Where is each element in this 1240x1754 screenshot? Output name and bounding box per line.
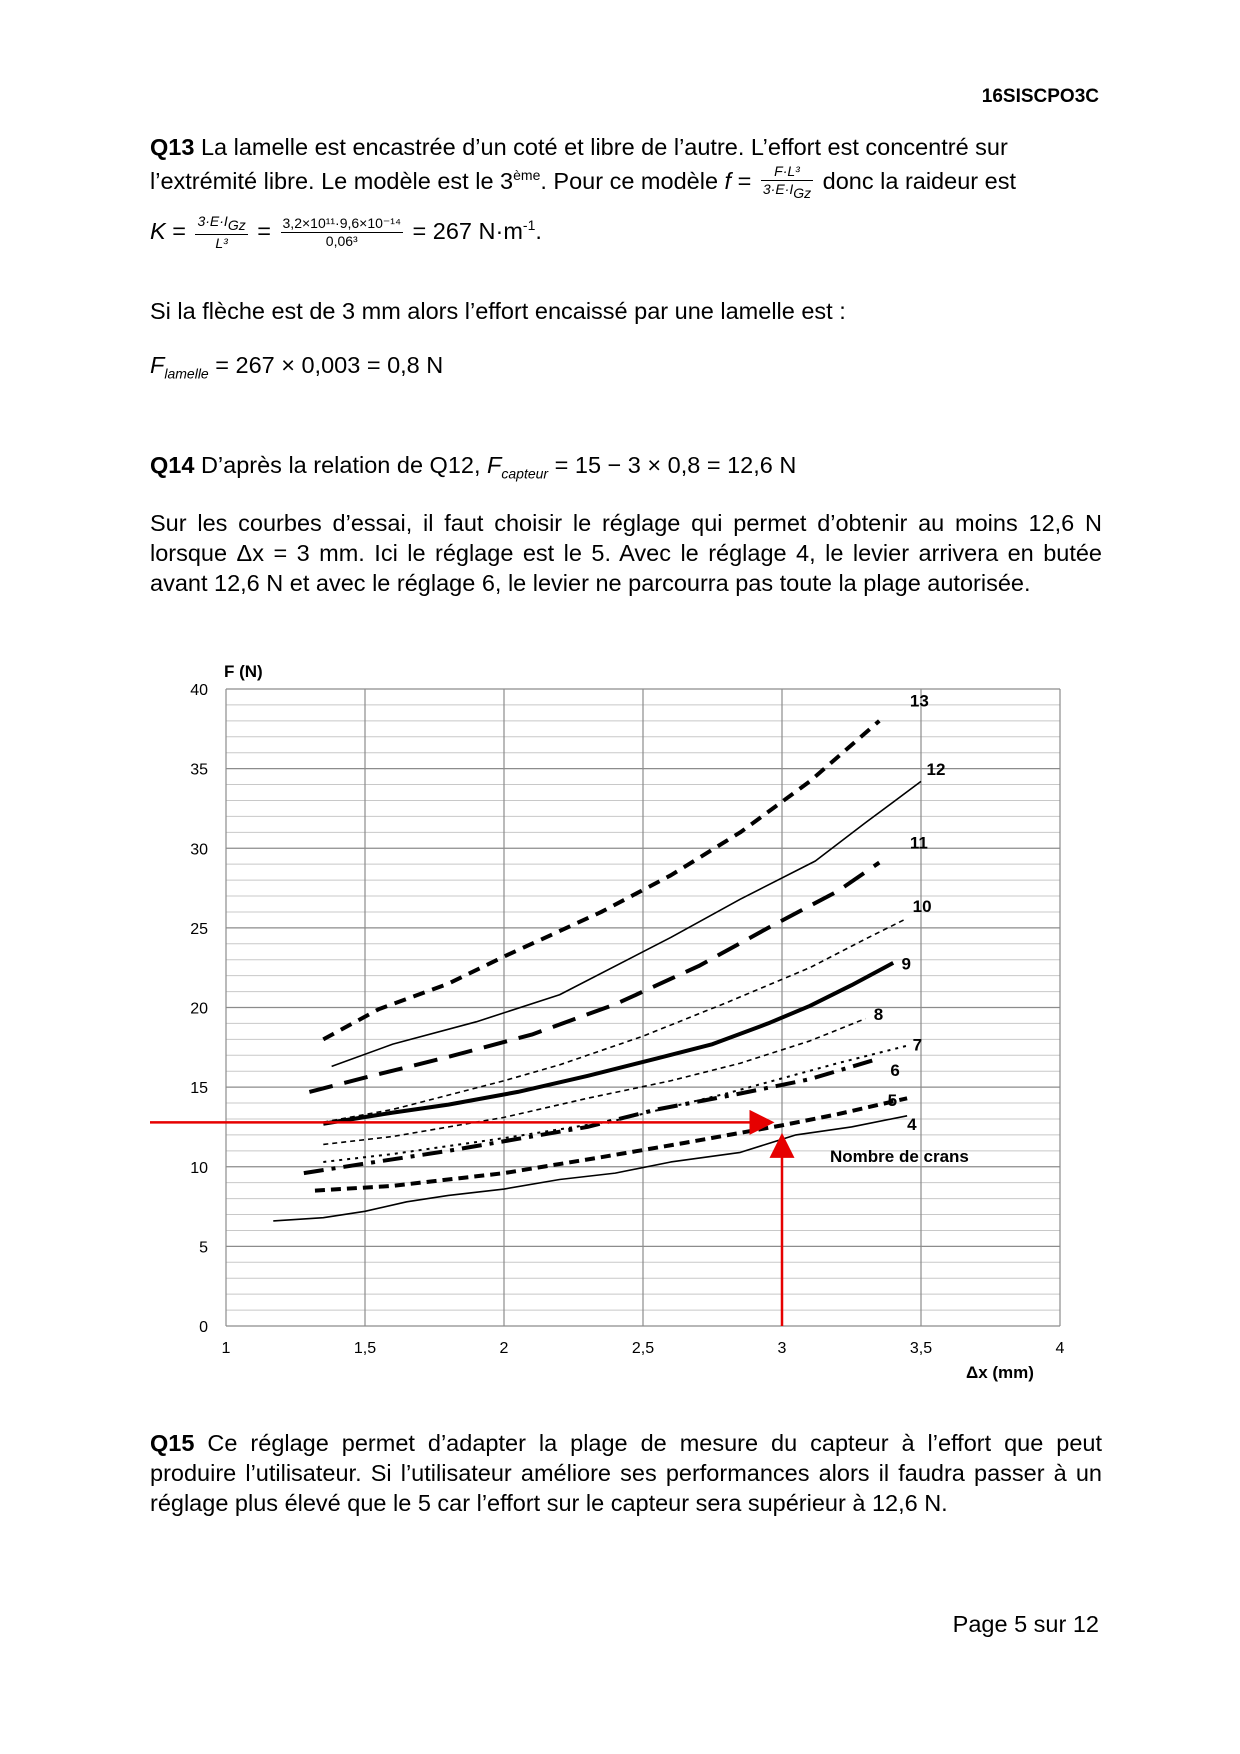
tick-labels [190, 682, 1064, 1357]
y-axis-label: F (N) [224, 662, 263, 681]
k-num2: 3,2×10¹¹·9,6×10⁻¹⁴ [282, 215, 401, 232]
series-labels [874, 692, 946, 1135]
series-label-10: 10 [912, 896, 932, 916]
series-label-5: 5 [887, 1091, 898, 1111]
k-symbol: K [150, 217, 166, 244]
fcapteur-symbol: F [487, 452, 502, 478]
k-den2: 0,06³ [325, 233, 358, 250]
q13-sup: ème [513, 167, 541, 183]
series-label-13: 13 [909, 691, 929, 711]
y-tick-label: 15 [190, 1080, 208, 1098]
x-tick-label: 2,5 [631, 1340, 655, 1357]
q13-text2b: . Pour ce modèle [540, 167, 725, 194]
fcapteur-eq: = 15 − 3 × 0,8 = 12,6 N [548, 452, 797, 478]
flamelle-sub: lamelle [164, 365, 209, 382]
k-result: = 267 N·m [412, 217, 523, 244]
q13-k-formula: K = $\frac{3\cdot E\cdot I_{Gz}}{\text{L³}}$ = $\frac{\text{3,2×10¹¹·9,6×10⁻¹⁴}}{\text{0,06³}}$ = 267 $N\cdot m^{-1}$. [150, 213, 542, 252]
document-code: 16SISCPO3C [981, 86, 1099, 107]
x-tick-label: 1,5 [353, 1340, 377, 1357]
x-tick-label: 3 [777, 1340, 787, 1357]
q14-paragraph: Sur les courbes d’essai, il faut choisir le réglage qui permet d’obtenir au moins 12,6 N lorsque Δx = 3 mm. Ici le réglage est le 5. Avec le réglage 4, le levier arrivera en butée avant 12,6 N et avec le réglage 6, le levier ne parcourra pas toute la plage autorisée. [150, 510, 1102, 596]
q13-sentence: Si la flèche est de 3 mm alors l’effort encaissé par une lamelle est : [150, 298, 846, 324]
y-tick-label: 30 [190, 841, 208, 859]
q15-paragraph [150, 1428, 1102, 1518]
q13-line2: l’extrémité libre. Le modèle est le 3ème. Pour ce modèle f = $\frac{\text{F·L³}}{3\cdot E\cdot I_{Gz}}$ donc la raideur est [150, 163, 1016, 202]
k-result-sup: -1 [522, 217, 536, 233]
series-label-11: 11 [909, 833, 928, 853]
f-denominator: 3·E·I [762, 181, 794, 198]
y-tick-label: 5 [199, 1239, 208, 1257]
x-axis-label: Δx (mm) [966, 1363, 1034, 1382]
k-den1: L³ [215, 235, 228, 252]
series-label-8: 8 [873, 1005, 884, 1025]
series-line-4 [273, 1116, 907, 1221]
q13-text1: La lamelle est encastrée d’un coté et libre de l’autre. L’effort est concentré sur [200, 134, 1008, 160]
x-tick-label: 1 [221, 1340, 231, 1357]
flamelle-eq: = 267 × 0,003 = 0,8 N [208, 352, 444, 378]
series-label-4: 4 [907, 1115, 917, 1135]
y-tick-label: 40 [190, 682, 208, 699]
q15-label: Q15 [150, 1430, 195, 1456]
series-label-7: 7 [912, 1035, 923, 1055]
k-num1-sub: Gz [227, 217, 246, 234]
f-symbol: f [724, 167, 732, 194]
q14-intro: D’après la relation de Q12, [200, 452, 488, 478]
series-line-10 [323, 918, 907, 1122]
k-num1: 3·E·I [197, 213, 228, 230]
k-end: . [535, 217, 542, 244]
q14-label: Q14 [150, 452, 195, 478]
x-tick-label: 2 [499, 1340, 509, 1357]
f-den-sub: Gz [793, 185, 812, 202]
series-group [273, 721, 921, 1221]
q13-text2c: donc la raideur est [816, 167, 1016, 194]
q13-label: Q13 [150, 134, 195, 160]
y-tick-label: 20 [190, 1000, 208, 1018]
y-tick-label: 0 [199, 1319, 208, 1336]
y-tick-label: 10 [190, 1159, 208, 1177]
series-label-6: 6 [890, 1060, 900, 1080]
fcapteur-sub: capteur [501, 465, 549, 482]
y-tick-label: 35 [190, 761, 208, 779]
annotation [150, 1122, 782, 1326]
flamelle-symbol: F [150, 352, 165, 378]
y-tick-label: 25 [190, 920, 208, 938]
series-label-12: 12 [926, 759, 946, 779]
x-tick-label: 3,5 [909, 1340, 933, 1357]
legend-title: Nombre de crans [830, 1147, 969, 1166]
f-numerator: F·L³ [774, 163, 800, 180]
q15-text: Ce réglage permet d’adapter la plage de mesure du capteur à l’effort que peut produire l’utilisateur. Si l’utilisateur améliore ses performances alors il faudra passer à un réglage plus élevé que le 5 car l’effort sur le capteur sera supérieur à 12,6 N. [150, 1430, 1103, 1516]
page-number: Page 5 sur 12 [952, 1611, 1099, 1637]
series-line-9 [323, 963, 893, 1124]
series-line-7 [323, 1046, 907, 1162]
series-label-9: 9 [901, 954, 912, 974]
x-tick-label: 4 [1055, 1340, 1065, 1357]
q13-text2a: l’extrémité libre. Le modèle est le 3 [150, 167, 514, 194]
